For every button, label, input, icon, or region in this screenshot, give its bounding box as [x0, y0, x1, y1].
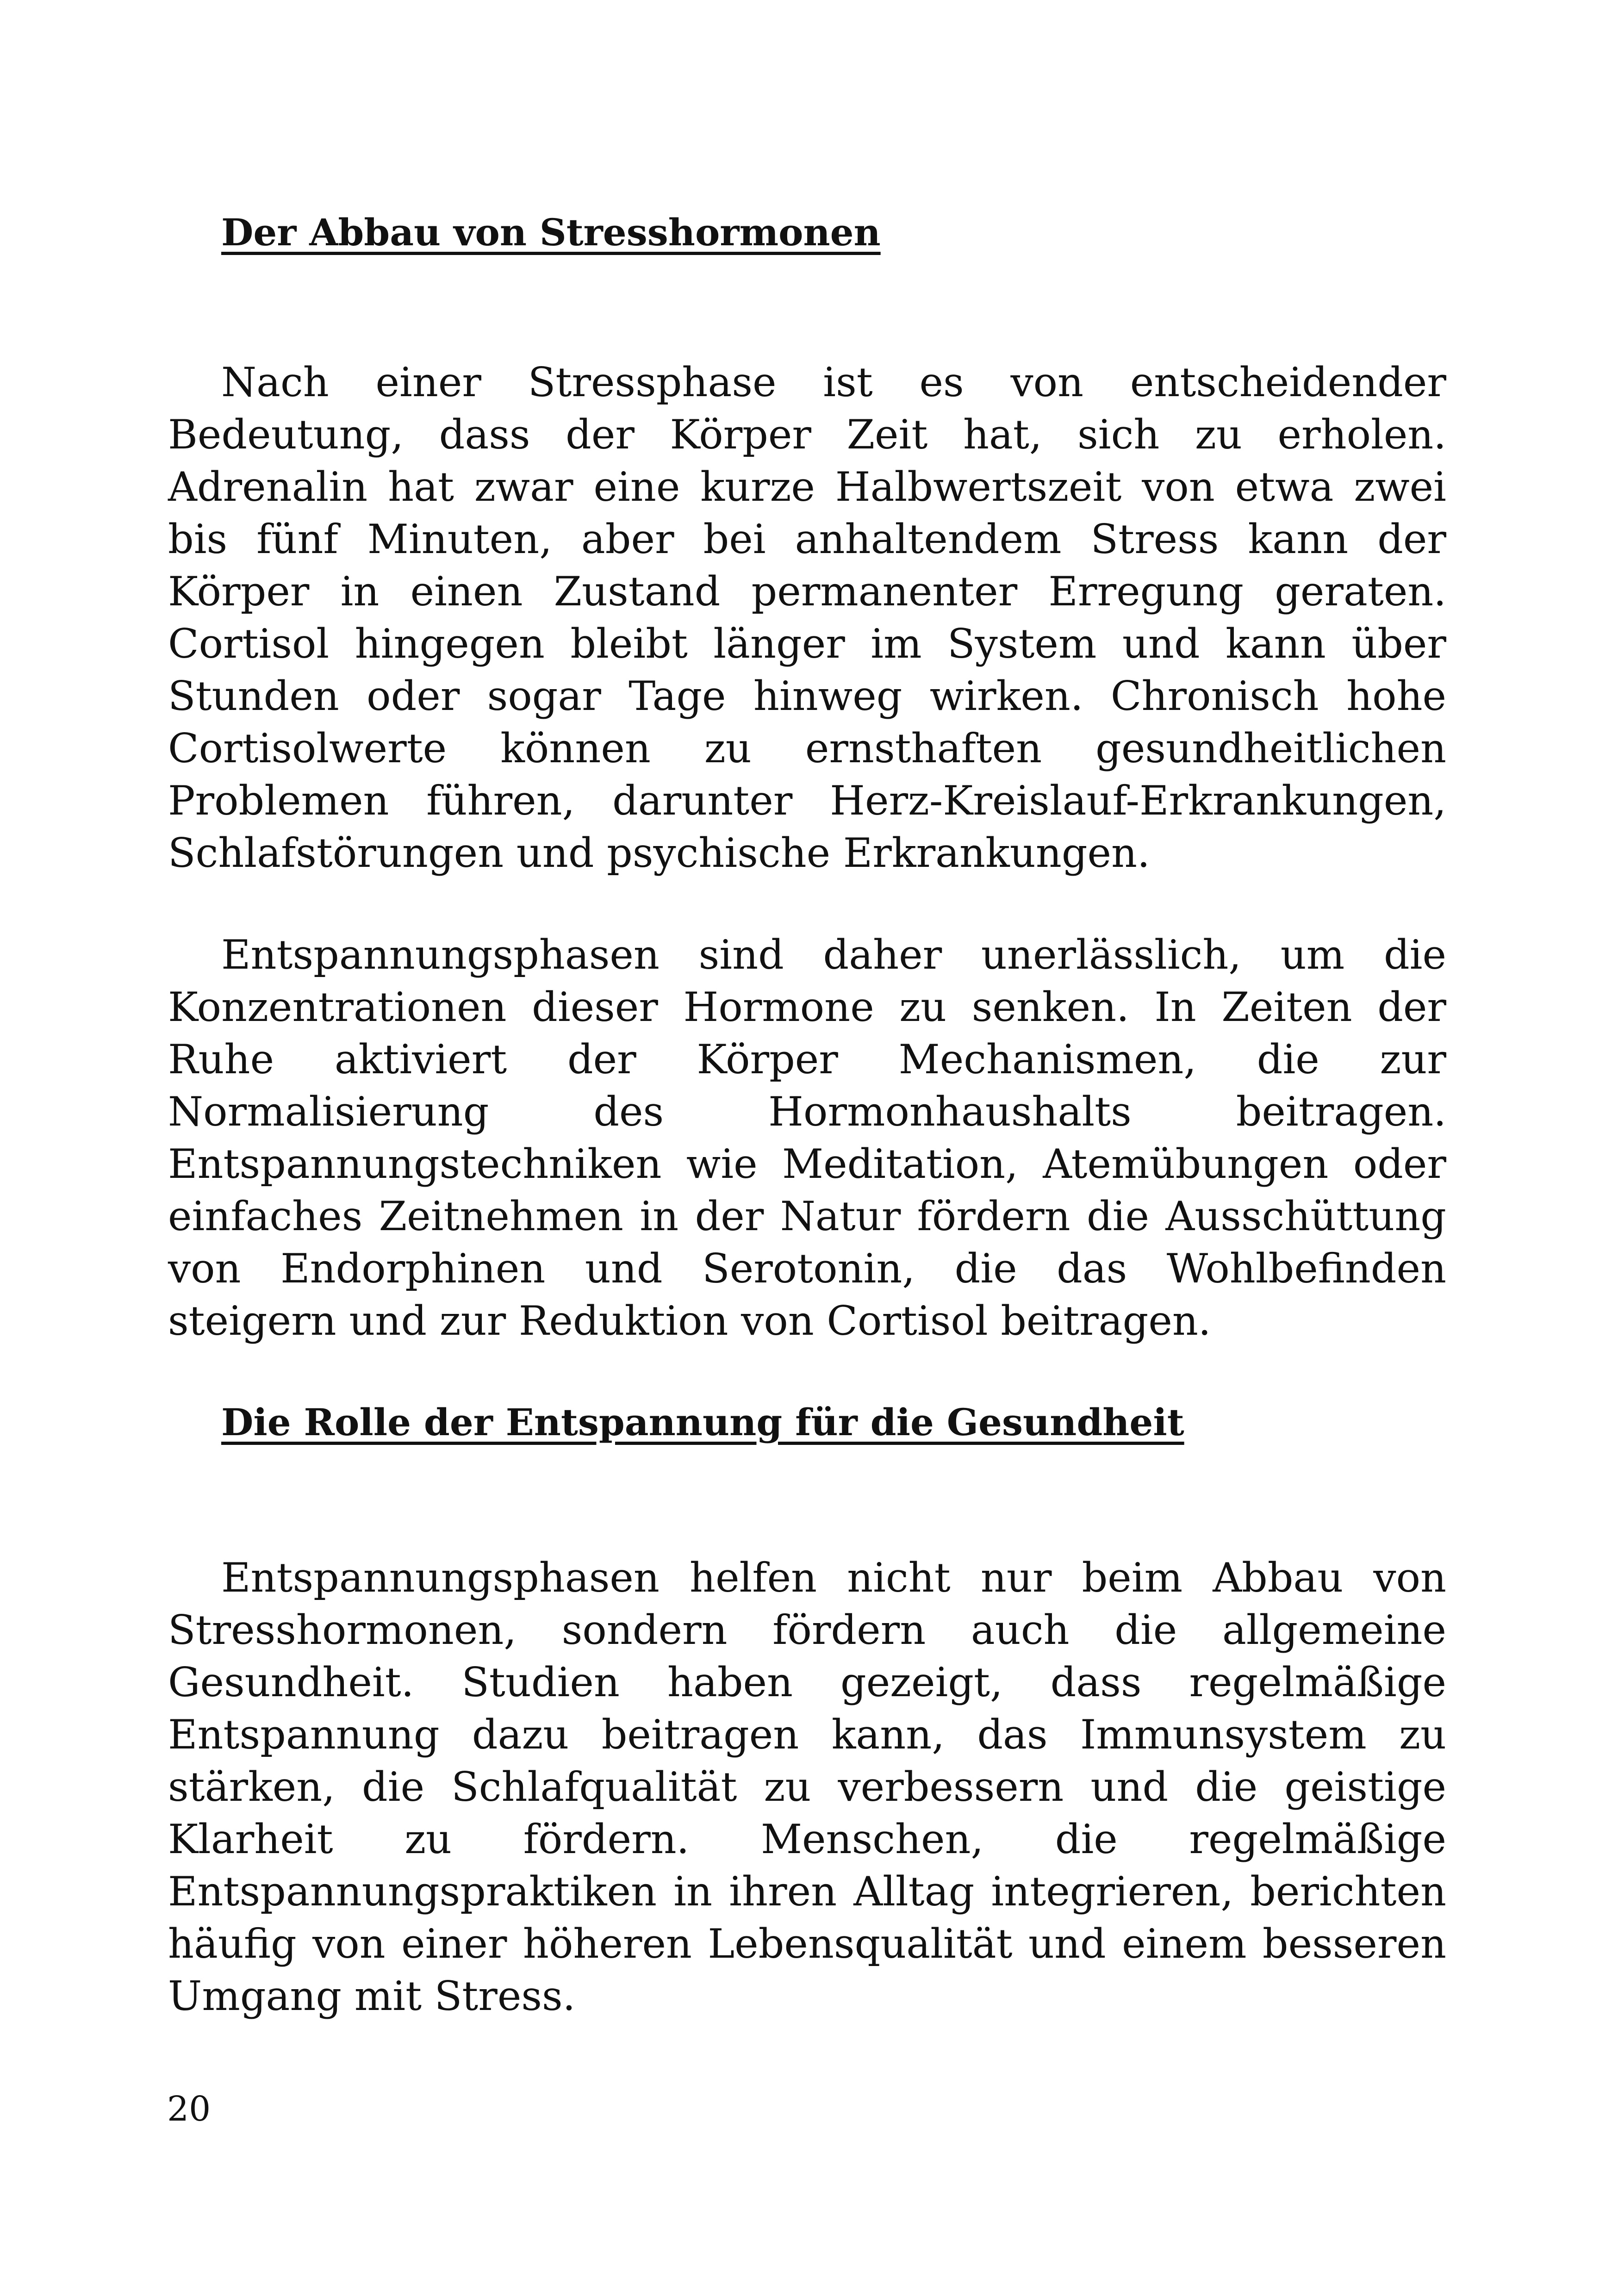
paragraph-relaxation-phases: Entspannungsphasen sind daher unerlässlich, um die Konzentrationen dieser Hormone zu senken. In Zeiten der Ruhe aktiviert der Körper Mechanismen, die zur Normalisierung des Hormonhaushalts beitragen. Entspannungstechniken wie Meditation, Atemübungen oder einfaches Zeitnehmen in der Natur fördern die Ausschüttung von Endorphinen und Serotonin, die das Wohlbefinden steigern und zur Reduktion von Cortisol beitragen.	[168, 931, 1446, 1344]
paragraph-recovery: Nach einer Stressphase ist es von entscheidender Bedeutung, dass der Körper Zeit hat, sich zu erholen. Adrenalin hat zwar eine kurze Halbwertszeit von etwa zwei bis fünf Minuten, aber bei anhaltendem Stress kann der Körper in einen Zustand permanenter Erregung geraten. Cortisol hingegen bleibt länger im System und kann über Stunden oder sogar Tage hinweg wirken. Chronisch hohe Cortisolwerte können zu ernsthaften gesundheitlichen Problemen führen, darunter Herz-Kreislauf-Erkrankungen, Schlafstörungen und psychische Erkrankungen.	[168, 359, 1446, 877]
section-heading-stress-hormones: Der Abbau von Stresshormonen	[221, 211, 881, 254]
section-heading-role-of-relaxation: Die Rolle der Entspannung für die Gesundheit	[221, 1400, 1184, 1444]
page-number: 20	[167, 2089, 211, 2129]
paragraph-health-benefits: Entspannungsphasen helfen nicht nur beim Abbau von Stresshormonen, sondern fördern auch die allgemeine Gesundheit. Studien haben gezeigt, dass regelmäßige Entspannung dazu beitragen kann, das Immunsystem zu stärken, die Schlafqualität zu verbessern und die geistige Klarheit zu fördern. Menschen, die regelmäßige Entspannungspraktiken in ihren Alltag integrieren, berichten häufig von einer höheren Lebensqualität und einem besseren Umgang mit Stress.	[168, 1554, 1446, 2020]
